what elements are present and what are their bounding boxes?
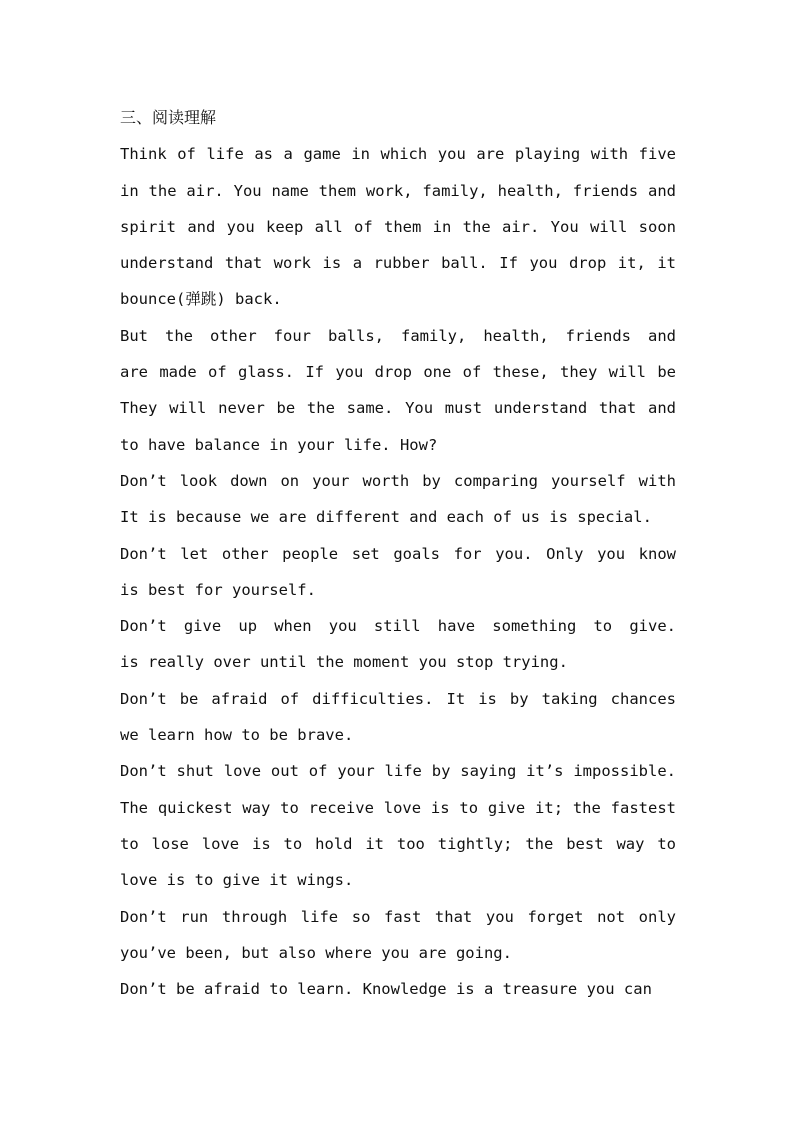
text-line: Don’t let other people set goals for you. Only you know: [120, 544, 676, 563]
text-line: Don’t give up when you still have something to give.: [120, 617, 676, 636]
text-line: It is because we are different and each of us is special.: [120, 508, 652, 527]
paragraph: [120, 318, 676, 463]
text-line: They will never be the same. You must understand that and: [120, 399, 676, 418]
paragraph: [120, 136, 676, 317]
text-line: Don’t shut love out of your life by saying it’s impossible.: [120, 762, 676, 781]
paragraph: [120, 463, 676, 536]
text-line: love is to give it wings.: [120, 871, 354, 890]
text-line: we learn how to be brave.: [120, 726, 354, 745]
text-line: understand that work is a rubber ball. If you drop it, it: [120, 254, 676, 273]
paragraph: [120, 899, 676, 972]
text-line: in the air. You name them work, family, health, friends and: [120, 181, 676, 200]
paragraph: [120, 753, 676, 898]
text-line: bounce(弹跳) back.: [120, 290, 282, 309]
text-line: are made of glass. If you drop one of these, they will be: [120, 363, 676, 382]
text-line: to have balance in your life. How?: [120, 435, 438, 454]
text-line: you’ve been, but also where you are going.: [120, 943, 512, 962]
text-line: Think of life as a game in which you are playing with five: [120, 145, 676, 164]
document-page: [120, 100, 676, 1007]
text-line: Don’t be afraid to learn. Knowledge is a treasure you can: [120, 980, 652, 999]
text-line: Don’t look down on your worth by comparing yourself with: [120, 471, 676, 490]
text-line: Don’t be afraid of difficulties. It is by taking chances: [120, 689, 676, 708]
paragraph: [120, 681, 676, 754]
text-line: Don’t run through life so fast that you forget not only: [120, 907, 676, 926]
paragraph: [120, 536, 676, 609]
text-line: spirit and you keep all of them in the air. You will soon: [120, 217, 676, 236]
text-line: The quickest way to receive love is to give it; the fastest: [120, 798, 676, 817]
paragraph: [120, 971, 676, 1007]
document-body: [120, 136, 676, 1007]
section-title: 三、阅读理解: [120, 108, 217, 127]
paragraph: [120, 608, 676, 681]
text-line: is best for yourself.: [120, 580, 316, 599]
text-line: is really over until the moment you stop trying.: [120, 653, 568, 672]
text-line: to lose love is to hold it too tightly; the best way to: [120, 834, 676, 853]
text-line: But the other four balls, family, health, friends and: [120, 326, 676, 345]
